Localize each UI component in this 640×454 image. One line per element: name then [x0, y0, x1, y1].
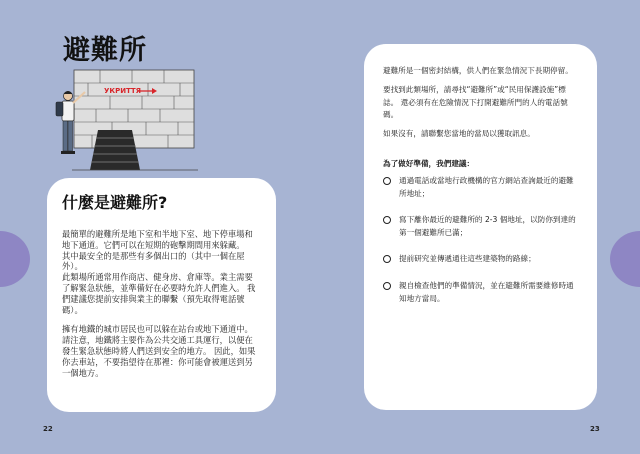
recommendations-list: [383, 175, 578, 305]
right-edge-tab: [610, 231, 640, 287]
recommendations-heading: 為了做好準備，我們建議：: [383, 158, 475, 168]
paragraph: 此類場所通常用作商店、健身房、倉庫等。業主需要了解緊急狀態，並準備好在必要時允許人們進入。 我們建議您提前安排與業主的聯繫（預先取得電話號碼）。: [62, 272, 256, 315]
page-number-left: 22: [43, 425, 53, 433]
list-item-text: 通過電話或當地行政機構的官方網站查詢最近的避難所地址；: [399, 175, 574, 198]
paragraph: 擁有地鐵的城市居民也可以躲在站台或地下通道中。: [62, 324, 253, 335]
circle-bullet-icon: [383, 255, 391, 263]
shelter-illustration: [52, 66, 202, 176]
list-item: [383, 280, 578, 305]
shelter-info-card: [364, 44, 597, 410]
page-title: 避難所: [63, 35, 147, 66]
paragraph: 要找到此類場所，請尋找“避難所”或“民用保護設施”標誌。 還必須有在危險情況下打開避難所門的人的電話號碼。: [383, 85, 568, 120]
paragraph: 其中最安全的是那些有多個出口的（其中一個在屋外）。: [62, 250, 245, 272]
left-edge-tab: [0, 231, 30, 287]
list-item-text: 寫下離你最近的避難所的 2-3 個地址，以防你到達的第一個避難所已滿；: [399, 215, 576, 237]
list-item-text: 親自檢查他們的準備情況，並在避難所需要維修時通知地方當局。: [399, 280, 574, 303]
list-item-text: 提前研究並傳遞通往這些建築物的路線；: [399, 254, 536, 264]
circle-bullet-icon: [383, 216, 391, 224]
paragraph: 請注意，地鐵將主要作為公共交通工具運行，以便在發生緊急狀態時將人們送到安全的地方。 因此，如果你去車站，不要指望待在那裡：你可能會被運送到另一個地方。: [62, 335, 256, 378]
paragraph: 避難所是一個密封結構，供人們在緊急情況下長期停留。: [383, 66, 573, 75]
shelter-sign-text: УКРИТТЯ: [104, 87, 142, 95]
circle-bullet-icon: [383, 282, 391, 290]
page-number-right: 23: [590, 425, 600, 433]
list-item: [383, 253, 578, 266]
what-is-shelter-card: [47, 178, 276, 412]
circle-bullet-icon: [383, 177, 391, 185]
paragraph: 最簡單的避難所是地下室和半地下室、地下停車場和地下通道。它們可以在短期的砲擊期間用來躲藏。: [62, 229, 253, 250]
list-item: [383, 175, 578, 200]
paragraph: 如果沒有，請聯繫您當地的當局以獲取訊息。: [383, 129, 535, 139]
card-heading: 什麼是避難所?: [62, 193, 168, 212]
list-item: [383, 214, 578, 239]
